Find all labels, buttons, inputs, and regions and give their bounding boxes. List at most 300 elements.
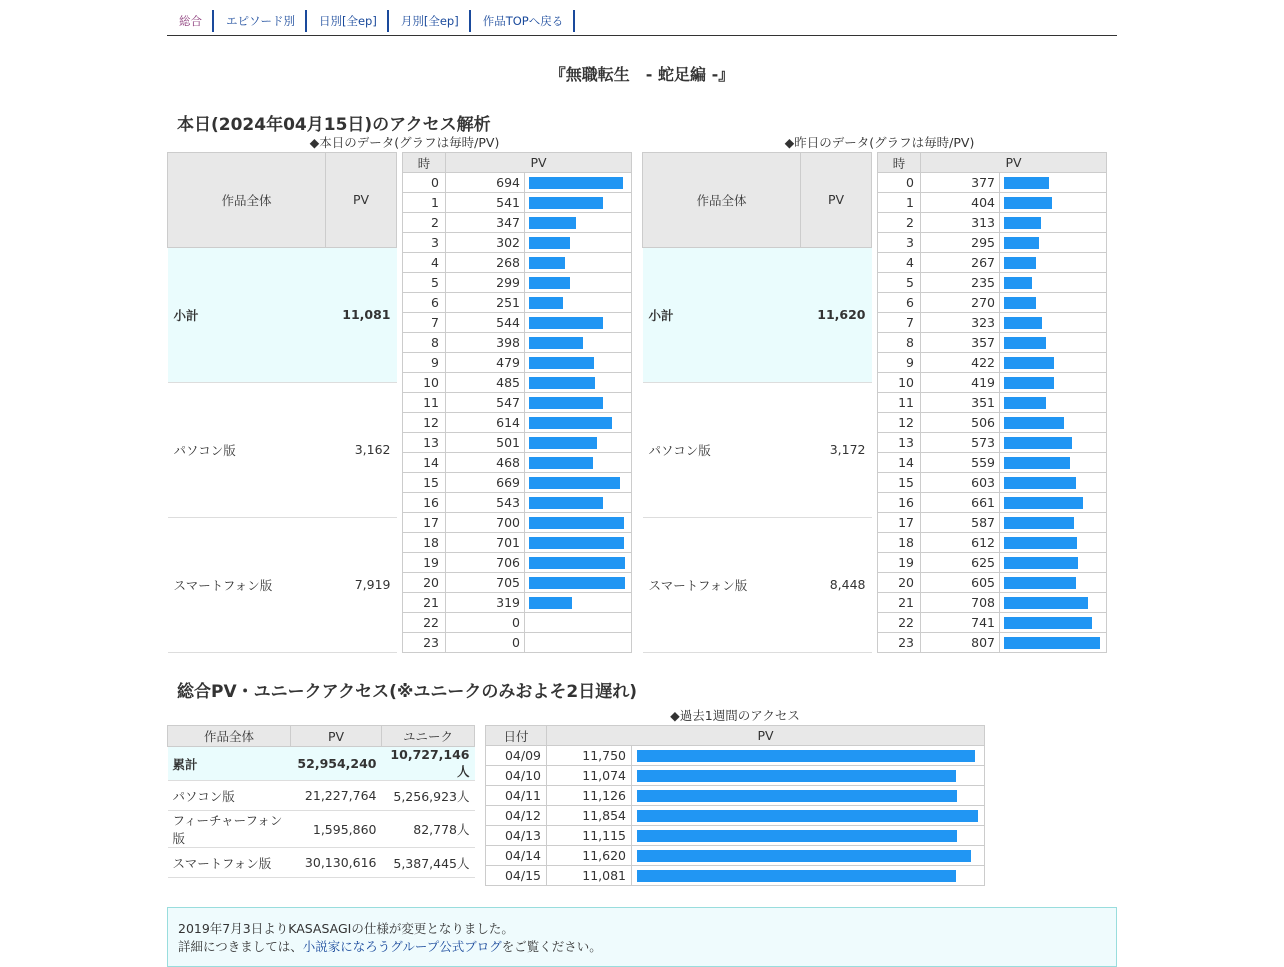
hour-pv-value: 295 (921, 233, 1000, 253)
hour-bar (529, 597, 572, 609)
total-label: パソコン版 (168, 781, 291, 811)
today-block (167, 134, 642, 653)
hour-bar-cell (525, 213, 632, 233)
hour-label: 12 (878, 413, 921, 433)
week-pv-value: 11,854 (547, 806, 632, 826)
hour-label: 19 (878, 553, 921, 573)
hour-bar-cell (1000, 273, 1107, 293)
hour-row (878, 213, 1107, 233)
hour-pv-value: 398 (446, 333, 525, 353)
col-header-work: 作品全体 (168, 726, 291, 747)
hour-bar-cell (525, 293, 632, 313)
col-header-pv: PV (446, 153, 632, 173)
hour-bar-cell (525, 513, 632, 533)
hour-bar (529, 517, 624, 529)
hour-row (878, 613, 1107, 633)
notice-prefix: 詳細につきましては、 (178, 939, 303, 954)
hour-label: 1 (403, 193, 446, 213)
col-header-pv: PV (547, 726, 985, 746)
hour-bar (529, 257, 565, 269)
total-table (167, 725, 475, 878)
week-date: 04/10 (486, 766, 547, 786)
hour-pv-value: 422 (921, 353, 1000, 373)
hour-bar-cell (1000, 193, 1107, 213)
hour-bar-cell (525, 533, 632, 553)
hour-bar (529, 557, 625, 569)
summary-row (643, 517, 872, 652)
hour-label: 17 (403, 513, 446, 533)
total-pv: 52,954,240 (291, 747, 382, 781)
hour-pv-value: 404 (921, 193, 1000, 213)
hour-pv-value: 0 (446, 633, 525, 653)
hour-row (878, 333, 1107, 353)
hour-bar-cell (525, 393, 632, 413)
col-header-pv: PV (921, 153, 1107, 173)
hour-label: 13 (878, 433, 921, 453)
week-bar (637, 830, 957, 842)
week-bar-cell (632, 846, 985, 866)
week-row (486, 846, 985, 866)
hour-row (403, 213, 632, 233)
hour-label: 2 (878, 213, 921, 233)
hour-label: 9 (878, 353, 921, 373)
yesterday-block (642, 134, 1117, 653)
hour-pv-value: 573 (921, 433, 1000, 453)
hour-bar-cell (1000, 333, 1107, 353)
hour-pv-value: 267 (921, 253, 1000, 273)
hour-label: 10 (878, 373, 921, 393)
today-summary-table (167, 152, 397, 653)
week-bar-cell (632, 806, 985, 826)
hour-bar (1004, 277, 1032, 289)
hour-bar-cell (525, 613, 632, 633)
hour-bar (1004, 257, 1036, 269)
col-header-work: 作品全体 (643, 153, 801, 248)
hour-pv-value: 235 (921, 273, 1000, 293)
total-unique: 5,256,923人 (382, 781, 475, 811)
hour-bar-cell (1000, 633, 1107, 653)
week-date: 04/12 (486, 806, 547, 826)
summary-pv: 3,172 (801, 382, 872, 517)
summary-label: スマートフォン版 (168, 517, 326, 652)
hour-label: 14 (878, 453, 921, 473)
hour-pv-value: 625 (921, 553, 1000, 573)
hour-label: 11 (403, 393, 446, 413)
hour-row (403, 193, 632, 213)
hour-bar (529, 437, 597, 449)
total-row (168, 811, 475, 848)
hour-label: 1 (878, 193, 921, 213)
week-row (486, 866, 985, 886)
yesterday-hourly-table (877, 152, 1107, 653)
notice-line1: 2019年7月3日よりKASASAGIの仕様が変更となりました。 (178, 921, 514, 936)
nav-work-top[interactable]: 作品TOPへ戻る (471, 10, 576, 32)
hour-row (403, 613, 632, 633)
hour-bar (1004, 377, 1054, 389)
hour-bar-cell (525, 473, 632, 493)
col-header-pv: PV (291, 726, 382, 747)
hour-bar (1004, 237, 1039, 249)
nav-monthly[interactable]: 月別[全ep] (389, 10, 471, 32)
week-row (486, 806, 985, 826)
hour-pv-value: 603 (921, 473, 1000, 493)
work-title: 『無職転生 - 蛇足編 -』 (549, 65, 735, 84)
summary-row (168, 517, 397, 652)
hour-row (403, 533, 632, 553)
hour-bar-cell (1000, 393, 1107, 413)
hour-bar-cell (1000, 553, 1107, 573)
hour-bar-cell (1000, 353, 1107, 373)
hour-bar-cell (1000, 313, 1107, 333)
week-row (486, 746, 985, 766)
hour-row (878, 293, 1107, 313)
hour-bar (1004, 617, 1092, 629)
hour-bar (1004, 517, 1074, 529)
week-date: 04/15 (486, 866, 547, 886)
week-bar-cell (632, 826, 985, 846)
hour-label: 9 (403, 353, 446, 373)
week-bar-cell (632, 746, 985, 766)
hour-bar-cell (1000, 533, 1107, 553)
hour-row (878, 313, 1107, 333)
today-caption: ◆本日のデータ(グラフは毎時/PV) (309, 135, 500, 150)
hour-bar-cell (525, 493, 632, 513)
hour-label: 7 (403, 313, 446, 333)
hour-row (403, 493, 632, 513)
hour-label: 4 (403, 253, 446, 273)
week-bar-cell (632, 786, 985, 806)
hour-bar-cell (525, 353, 632, 373)
hour-row (878, 353, 1107, 373)
summary-label: パソコン版 (643, 382, 801, 517)
hour-label: 10 (403, 373, 446, 393)
hour-label: 2 (403, 213, 446, 233)
hour-label: 4 (878, 253, 921, 273)
hour-row (403, 413, 632, 433)
hour-pv-value: 547 (446, 393, 525, 413)
week-row (486, 766, 985, 786)
hour-bar-cell (525, 173, 632, 193)
hour-row (403, 573, 632, 593)
col-header-work: 作品全体 (168, 153, 326, 248)
week-bar (637, 750, 975, 762)
hour-bar (529, 337, 583, 349)
hour-bar-cell (525, 333, 632, 353)
hour-bar (1004, 457, 1070, 469)
summary-label: スマートフォン版 (643, 517, 801, 652)
hour-label: 14 (403, 453, 446, 473)
hour-bar (529, 417, 612, 429)
hour-pv-value: 347 (446, 213, 525, 233)
summary-label: パソコン版 (168, 382, 326, 517)
notice-box (167, 907, 1117, 967)
hour-bar (529, 397, 603, 409)
hour-pv-value: 614 (446, 413, 525, 433)
hour-row (403, 313, 632, 333)
hour-row (403, 393, 632, 413)
hour-bar-cell (525, 273, 632, 293)
hour-bar-cell (1000, 433, 1107, 453)
hour-bar-cell (1000, 473, 1107, 493)
total-pv: 21,227,764 (291, 781, 382, 811)
hour-label: 18 (403, 533, 446, 553)
hour-bar-cell (525, 313, 632, 333)
hour-bar (1004, 497, 1083, 509)
hour-row (878, 193, 1107, 213)
hour-bar (1004, 337, 1046, 349)
hour-bar (529, 357, 594, 369)
hour-pv-value: 559 (921, 453, 1000, 473)
hour-bar-cell (525, 413, 632, 433)
hour-row (403, 373, 632, 393)
hour-bar (529, 377, 595, 389)
hour-bar (529, 237, 570, 249)
hour-bar-cell (1000, 213, 1107, 233)
hour-label: 15 (403, 473, 446, 493)
hour-bar-cell (1000, 593, 1107, 613)
hour-row (403, 353, 632, 373)
hour-pv-value: 268 (446, 253, 525, 273)
hour-pv-value: 501 (446, 433, 525, 453)
hour-label: 13 (403, 433, 446, 453)
hour-row (878, 373, 1107, 393)
week-pv-value: 11,620 (547, 846, 632, 866)
hour-label: 0 (878, 173, 921, 193)
hour-bar (529, 577, 625, 589)
hour-bar (1004, 417, 1064, 429)
total-heading: 総合PV・ユニークアクセス(※ユニークのみおよそ2日遅れ) (177, 682, 637, 702)
hour-label: 8 (878, 333, 921, 353)
hour-pv-value: 706 (446, 553, 525, 573)
hour-bar (529, 177, 623, 189)
week-pv-value: 11,126 (547, 786, 632, 806)
hour-pv-value: 543 (446, 493, 525, 513)
hour-row (403, 553, 632, 573)
hour-pv-value: 479 (446, 353, 525, 373)
hour-bar-cell (525, 433, 632, 453)
hour-bar (1004, 357, 1054, 369)
total-unique: 10,727,146人 (382, 747, 475, 781)
hour-bar-cell (1000, 173, 1107, 193)
col-header-pv: PV (801, 153, 872, 248)
summary-pv: 11,620 (801, 247, 872, 382)
official-blog-link[interactable]: 小説家になろうグループ公式ブログ (302, 939, 502, 954)
col-header-pv: PV (326, 153, 397, 248)
hour-pv-value: 351 (921, 393, 1000, 413)
hour-bar (529, 217, 576, 229)
week-row (486, 826, 985, 846)
hour-label: 20 (403, 573, 446, 593)
yesterday-caption: ◆昨日のデータ(グラフは毎時/PV) (784, 135, 975, 150)
total-label: スマートフォン版 (168, 848, 291, 878)
total-section (167, 707, 1117, 886)
hour-pv-value: 313 (921, 213, 1000, 233)
nav-episode[interactable]: エピソード別 (214, 10, 307, 32)
total-pv: 30,130,616 (291, 848, 382, 878)
hour-row (878, 573, 1107, 593)
total-unique: 5,387,445人 (382, 848, 475, 878)
hour-bar (529, 477, 620, 489)
hour-bar (1004, 217, 1041, 229)
hour-pv-value: 587 (921, 513, 1000, 533)
hour-row (403, 253, 632, 273)
hour-pv-value: 357 (921, 333, 1000, 353)
hour-row (878, 233, 1107, 253)
hour-bar (529, 317, 603, 329)
hour-bar (529, 537, 624, 549)
hour-row (878, 473, 1107, 493)
week-date: 04/13 (486, 826, 547, 846)
hour-label: 5 (403, 273, 446, 293)
hour-pv-value: 251 (446, 293, 525, 313)
hour-pv-value: 485 (446, 373, 525, 393)
today-heading: 本日(2024年04月15日)のアクセス解析 (177, 115, 491, 135)
week-bar (637, 850, 971, 862)
hour-bar (1004, 537, 1077, 549)
col-header-unique: ユニーク (382, 726, 475, 747)
hour-label: 6 (878, 293, 921, 313)
hour-bar (529, 457, 593, 469)
hour-label: 23 (403, 633, 446, 653)
hour-row (878, 273, 1107, 293)
week-pv-value: 11,081 (547, 866, 632, 886)
hour-pv-value: 807 (921, 633, 1000, 653)
hour-row (403, 293, 632, 313)
hour-bar (1004, 477, 1076, 489)
hour-label: 5 (878, 273, 921, 293)
hour-pv-value: 605 (921, 573, 1000, 593)
hour-row (878, 553, 1107, 573)
hour-bar (1004, 177, 1049, 189)
total-row (168, 781, 475, 811)
yesterday-summary-table (642, 152, 872, 653)
top-nav (167, 0, 1117, 36)
hour-bar-cell (525, 193, 632, 213)
hour-bar (1004, 317, 1042, 329)
hour-pv-value: 612 (921, 533, 1000, 553)
hour-row (403, 453, 632, 473)
hour-label: 12 (403, 413, 446, 433)
nav-daily[interactable]: 日別[全ep] (307, 10, 389, 32)
summary-pv: 11,081 (326, 247, 397, 382)
hour-bar-cell (1000, 293, 1107, 313)
week-caption: ◆過去1週間のアクセス (670, 708, 800, 723)
today-yesterday-section (167, 134, 1117, 653)
hour-pv-value: 468 (446, 453, 525, 473)
hour-bar (1004, 397, 1046, 409)
week-block (485, 707, 985, 886)
hour-label: 23 (878, 633, 921, 653)
week-pv-value: 11,074 (547, 766, 632, 786)
hour-pv-value: 377 (921, 173, 1000, 193)
hour-label: 16 (403, 493, 446, 513)
week-table (485, 725, 985, 886)
hour-bar (529, 197, 603, 209)
hour-row (878, 253, 1107, 273)
hour-bar-cell (1000, 233, 1107, 253)
hour-label: 6 (403, 293, 446, 313)
hour-bar-cell (525, 373, 632, 393)
week-date: 04/14 (486, 846, 547, 866)
hour-bar-cell (525, 233, 632, 253)
hour-label: 16 (878, 493, 921, 513)
week-bar (637, 770, 956, 782)
week-bar (637, 810, 978, 822)
hour-bar (1004, 197, 1052, 209)
hour-bar-cell (1000, 453, 1107, 473)
summary-label: 小計 (168, 247, 326, 382)
week-pv-value: 11,115 (547, 826, 632, 846)
hour-pv-value: 270 (921, 293, 1000, 313)
hour-label: 15 (878, 473, 921, 493)
nav-overall[interactable]: 総合 (167, 10, 214, 32)
hour-bar-cell (525, 633, 632, 653)
hour-bar (1004, 577, 1076, 589)
hour-pv-value: 319 (446, 593, 525, 613)
hour-bar-cell (525, 253, 632, 273)
hour-label: 22 (878, 613, 921, 633)
summary-row (168, 382, 397, 517)
hour-row (403, 633, 632, 653)
hour-bar-cell (525, 553, 632, 573)
hour-bar-cell (1000, 493, 1107, 513)
hour-bar-cell (525, 453, 632, 473)
summary-pv: 3,162 (326, 382, 397, 517)
hour-pv-value: 708 (921, 593, 1000, 613)
hour-label: 11 (878, 393, 921, 413)
hour-label: 8 (403, 333, 446, 353)
page (167, 0, 1117, 967)
notice-line2 (178, 938, 1106, 956)
week-bar (637, 870, 956, 882)
week-date: 04/11 (486, 786, 547, 806)
hour-pv-value: 506 (921, 413, 1000, 433)
hour-row (878, 413, 1107, 433)
hour-label: 0 (403, 173, 446, 193)
week-date: 04/09 (486, 746, 547, 766)
notice-suffix: をご覧ください。 (501, 939, 602, 954)
hour-row (878, 593, 1107, 613)
hour-row (403, 433, 632, 453)
week-bar-cell (632, 866, 985, 886)
hour-label: 17 (878, 513, 921, 533)
hour-row (878, 453, 1107, 473)
total-row (168, 848, 475, 878)
hour-pv-value: 541 (446, 193, 525, 213)
hour-row (403, 593, 632, 613)
hour-label: 21 (878, 593, 921, 613)
hour-bar (1004, 597, 1088, 609)
hour-pv-value: 705 (446, 573, 525, 593)
total-label: 累計 (168, 747, 291, 781)
hour-label: 3 (878, 233, 921, 253)
hour-row (878, 393, 1107, 413)
hour-pv-value: 741 (921, 613, 1000, 633)
hour-bar-cell (525, 573, 632, 593)
hour-bar-cell (1000, 573, 1107, 593)
summary-pv: 8,448 (801, 517, 872, 652)
hour-label: 22 (403, 613, 446, 633)
hour-row (403, 513, 632, 533)
hour-row (878, 533, 1107, 553)
hour-row (878, 173, 1107, 193)
col-header-date: 日付 (486, 726, 547, 746)
hour-bar (1004, 437, 1072, 449)
total-row (168, 747, 475, 781)
week-row (486, 786, 985, 806)
hour-bar (529, 497, 603, 509)
hour-bar-cell (1000, 253, 1107, 273)
